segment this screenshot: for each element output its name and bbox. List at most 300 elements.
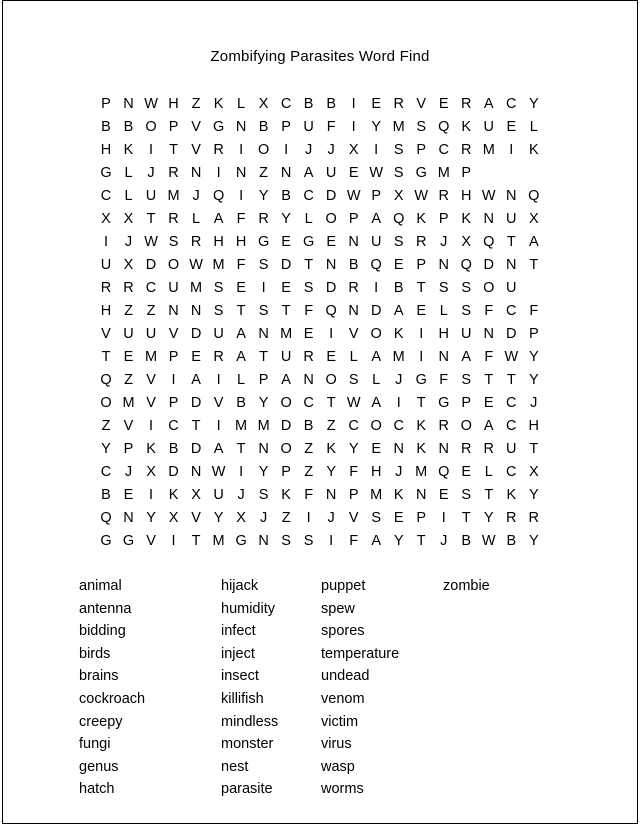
grid-letter: U (213, 487, 224, 503)
grid-letter: C (506, 303, 517, 319)
grid-row (99, 530, 541, 553)
grid-letter: T (506, 234, 516, 250)
grid-row (99, 507, 541, 530)
grid-letter (527, 277, 541, 300)
grid-letter: M (212, 257, 225, 273)
grid-letter: P (348, 487, 359, 503)
grid-letter: I (149, 418, 154, 434)
grid-row (99, 484, 541, 507)
grid-letter: Y (326, 464, 336, 480)
grid-letter: V (191, 119, 201, 135)
grid-letter: A (371, 349, 382, 365)
grid-letter: N (190, 464, 202, 480)
grid-letter: O (370, 326, 382, 342)
grid-letter: E (483, 395, 494, 411)
grid-letter: N (483, 326, 494, 342)
grid-letter: Y (528, 349, 539, 365)
grid-letter: Y (483, 510, 494, 526)
grid-letter: Q (393, 211, 405, 227)
grid-letter: H (235, 234, 247, 250)
grid-letter: L (237, 372, 246, 388)
grid-letter: M (482, 142, 495, 158)
grid-letter: I (351, 119, 356, 135)
grid-letter: F (304, 487, 314, 503)
grid-letter: O (280, 395, 292, 411)
grid-letter: T (169, 142, 178, 158)
grid-letter: P (281, 119, 291, 135)
grid-letter: Z (124, 372, 133, 388)
grid-letter: P (168, 119, 179, 135)
grid-letter: Z (101, 418, 111, 434)
grid-letter: R (461, 142, 472, 158)
grid-letter: W (481, 533, 496, 549)
grid-letter: Y (348, 441, 359, 457)
grid-letter: F (326, 119, 336, 135)
grid-letter: K (146, 441, 156, 457)
grid-letter: C (506, 418, 517, 434)
word-list-item: spew (321, 600, 355, 617)
grid-letter: P (168, 395, 179, 411)
grid-letter: U (280, 349, 292, 365)
grid-letter: T (416, 280, 426, 296)
grid-letter: B (506, 533, 517, 549)
grid-letter: G (415, 165, 427, 181)
grid-letter: P (416, 510, 427, 526)
grid-letter: T (101, 349, 111, 365)
grid-letter: N (483, 211, 494, 227)
grid-letter: V (191, 510, 201, 526)
grid-letter: T (529, 257, 539, 273)
grid-letter: A (461, 349, 472, 365)
grid-letter: O (145, 119, 157, 135)
grid-letter: P (258, 372, 269, 388)
grid-letter: I (261, 280, 266, 296)
grid-letter: J (305, 142, 313, 158)
grid-letter: R (303, 349, 314, 365)
grid-letter: E (123, 487, 134, 503)
grid-letter: R (461, 441, 472, 457)
grid-letter: R (415, 234, 427, 250)
grid-letter: M (212, 533, 225, 549)
grid-letter: W (144, 96, 158, 112)
grid-letter: F (529, 303, 539, 319)
grid-letter: I (284, 142, 289, 158)
grid-letter: U (145, 188, 157, 204)
grid-letter: J (124, 234, 133, 250)
grid-letter: B (393, 280, 404, 296)
grid-row (99, 415, 541, 438)
grid-letter: D (483, 257, 494, 273)
grid-letter: I (374, 280, 379, 296)
grid-letter: W (189, 257, 203, 273)
grid-letter: X (123, 257, 134, 273)
grid-letter: Y (528, 372, 539, 388)
grid-letter: E (326, 234, 336, 250)
grid-letter: T (281, 303, 291, 319)
word-list-item: spores (321, 623, 365, 640)
grid-letter: N (506, 188, 517, 204)
grid-letter: J (327, 510, 335, 526)
grid-letter: T (484, 487, 494, 503)
grid-letter: C (506, 96, 517, 112)
grid-letter: O (370, 418, 382, 434)
grid-letter: O (483, 280, 495, 296)
grid-letter: L (484, 464, 493, 480)
grid-letter: N (325, 487, 337, 503)
grid-letter: R (438, 418, 449, 434)
grid-letter: U (325, 165, 337, 181)
grid-letter: P (168, 349, 179, 365)
grid-letter: R (461, 96, 472, 112)
grid-letter: E (438, 96, 449, 112)
grid-letter: S (213, 303, 224, 319)
grid-letter: T (191, 418, 201, 434)
grid-letter: N (438, 441, 449, 457)
grid-letter: B (236, 395, 246, 411)
grid-letter: V (146, 533, 156, 549)
grid-letter: E (461, 464, 472, 480)
grid-letter: Y (528, 487, 539, 503)
grid-letter: Y (258, 395, 269, 411)
grid-letter: I (419, 326, 424, 342)
grid-letter: S (348, 372, 359, 388)
grid-letter: E (371, 441, 382, 457)
grid-letter: B (168, 441, 179, 457)
grid-letter: P (416, 257, 427, 273)
grid-letter: M (392, 119, 405, 135)
grid-letter: K (461, 119, 472, 135)
grid-letter: Q (528, 188, 540, 204)
word-list-item: wasp (321, 758, 355, 775)
grid-letter: E (281, 234, 291, 250)
grid-letter: C (303, 395, 314, 411)
grid-letter: L (237, 96, 246, 112)
grid-letter: U (483, 119, 494, 135)
grid-letter: B (123, 119, 134, 135)
grid-letter: V (348, 510, 359, 526)
grid-letter: R (213, 349, 224, 365)
grid-letter: I (329, 326, 334, 342)
grid-letter: V (146, 395, 156, 411)
grid-letter: V (168, 326, 179, 342)
grid-letter: A (213, 441, 224, 457)
grid-letter: K (393, 326, 404, 342)
grid-letter: A (483, 418, 494, 434)
grid-letter: U (506, 280, 517, 296)
grid-letter: N (258, 326, 269, 342)
grid-letter: Z (304, 441, 314, 457)
word-list-item: bidding (79, 623, 126, 640)
grid-letter: U (100, 257, 112, 273)
grid-letter: H (528, 418, 540, 434)
grid-letter: N (168, 303, 179, 319)
grid-letter: F (304, 303, 314, 319)
word-list-column (321, 575, 443, 801)
grid-letter: I (329, 533, 334, 549)
grid-letter: V (213, 395, 224, 411)
grid-letter: D (280, 257, 292, 273)
grid-letter: R (213, 142, 224, 158)
grid-letter: N (235, 119, 247, 135)
grid-letter: R (528, 510, 540, 526)
grid-letter: U (123, 326, 134, 342)
grid-letter: G (438, 395, 450, 411)
grid-letter: L (529, 119, 538, 135)
grid-letter: C (145, 280, 157, 296)
word-list-item: worms (321, 781, 364, 798)
grid-letter: R (123, 280, 134, 296)
grid-letter: D (190, 441, 202, 457)
grid-letter: N (303, 372, 314, 388)
grid-letter: X (146, 464, 156, 480)
grid-letter: P (123, 441, 134, 457)
grid-letter: H (213, 234, 224, 250)
grid-letter: I (351, 96, 356, 112)
grid-letter: F (439, 372, 449, 388)
grid-letter: D (370, 303, 382, 319)
grid-letter: M (415, 464, 428, 480)
grid-letter: S (303, 280, 314, 296)
grid-letter: A (213, 211, 224, 227)
grid-letter: A (528, 234, 539, 250)
grid-letter: P (528, 326, 539, 342)
grid-letter: N (393, 441, 404, 457)
grid-letter: Q (370, 257, 382, 273)
grid-letter: B (303, 418, 314, 434)
grid-letter: Q (325, 303, 337, 319)
grid-letter: N (258, 533, 269, 549)
grid-letter: P (461, 165, 472, 181)
grid-letter: F (484, 303, 494, 319)
grid-letter: E (348, 165, 359, 181)
grid-letter: J (192, 188, 200, 204)
grid-letter: Z (259, 165, 269, 181)
grid-letter: Z (326, 418, 336, 434)
grid-letter: Z (191, 96, 201, 112)
grid-letter: Y (528, 96, 539, 112)
grid-letter: K (168, 487, 179, 503)
grid-letter: P (438, 211, 449, 227)
grid-letter: F (484, 349, 494, 365)
grid-letter: T (484, 372, 494, 388)
grid-letter: B (326, 96, 336, 112)
grid-letter: P (416, 142, 427, 158)
grid-letter: Q (438, 119, 450, 135)
grid-letter: S (258, 303, 269, 319)
grid-letter: S (213, 280, 224, 296)
grid-letter: H (100, 303, 112, 319)
grid-letter: K (416, 441, 427, 457)
grid-letter: G (303, 234, 315, 250)
grid-letter: N (123, 96, 134, 112)
word-list-item: antenna (79, 600, 132, 617)
word-list-item: victim (321, 713, 359, 730)
grid-row (99, 277, 541, 300)
grid-letter: P (281, 464, 291, 480)
grid-letter: H (461, 188, 472, 204)
grid-letter: S (461, 487, 472, 503)
word-list-item: nest (221, 758, 249, 775)
grid-letter: Y (258, 188, 269, 204)
grid-letter: J (147, 165, 155, 181)
grid-letter: A (483, 96, 494, 112)
grid-letter: H (100, 142, 112, 158)
grid-letter: Y (371, 119, 382, 135)
grid-letter: O (257, 142, 270, 158)
grid-letter: L (124, 188, 133, 204)
grid-letter: G (415, 372, 427, 388)
grid-letter: X (461, 234, 472, 250)
grid-letter: F (349, 464, 359, 480)
grid-letter: W (481, 188, 496, 204)
grid-letter: I (239, 188, 244, 204)
grid-letter: A (303, 165, 314, 181)
grid-letter: N (415, 487, 427, 503)
grid-letter: X (123, 211, 134, 227)
grid-letter: U (370, 234, 382, 250)
grid-letter: K (506, 487, 517, 503)
grid-letter: V (416, 96, 427, 112)
grid-letter: J (440, 234, 448, 250)
grid-letter: T (461, 510, 471, 526)
grid-row (99, 93, 541, 116)
grid-letter: A (371, 395, 382, 411)
word-list-item: birds (79, 645, 111, 662)
grid-letter: S (438, 280, 449, 296)
grid-letter: J (259, 510, 268, 526)
grid-letter: W (346, 188, 361, 204)
grid-letter: J (395, 464, 403, 480)
grid-letter: M (144, 349, 158, 365)
grid-letter: M (122, 395, 135, 411)
grid-letter: P (101, 96, 111, 112)
grid-letter: S (393, 234, 404, 250)
grid-letter: N (235, 165, 247, 181)
grid-letter: U (303, 119, 314, 135)
grid-letter: D (280, 418, 292, 434)
grid-letter: C (168, 418, 179, 434)
grid-letter: J (440, 533, 448, 549)
grid-letter: K (461, 211, 472, 227)
grid-letter: D (325, 280, 337, 296)
word-list-item: killifish (221, 690, 264, 707)
grid-letter: L (349, 349, 358, 365)
grid-letter: I (441, 510, 446, 526)
grid-letter: W (144, 234, 158, 250)
word-list-column (79, 575, 221, 801)
grid-letter: S (461, 280, 472, 296)
grid-letter: E (438, 487, 449, 503)
grid-letter: A (281, 372, 291, 388)
grid-letter: S (393, 165, 404, 181)
word-list-item: humidity (221, 600, 275, 617)
grid-letter: G (212, 119, 225, 135)
grid-letter: T (191, 533, 201, 549)
grid-letter: B (258, 119, 269, 135)
grid-letter: M (280, 326, 293, 342)
grid-letter: F (236, 257, 246, 273)
grid-letter: B (461, 533, 472, 549)
grid-letter: P (371, 188, 382, 204)
grid-letter: X (236, 510, 246, 526)
grid-letter: M (370, 487, 383, 503)
grid-letter: I (149, 142, 154, 158)
word-list-item: undead (321, 668, 370, 685)
grid-letter: E (303, 326, 314, 342)
grid-letter: U (145, 326, 157, 342)
grid-letter: D (325, 188, 337, 204)
grid-letter: C (348, 418, 359, 434)
grid-letter: X (528, 211, 539, 227)
grid-letter: K (326, 441, 336, 457)
grid-letter: E (416, 303, 427, 319)
grid-row (99, 139, 541, 162)
grid-letter: T (259, 349, 269, 365)
grid-letter: J (395, 372, 403, 388)
grid-letter: E (191, 349, 201, 365)
grid-letter: S (393, 142, 404, 158)
grid-letter: H (370, 464, 382, 480)
grid-letter: P (461, 395, 472, 411)
grid-letter: V (348, 326, 359, 342)
grid-letter: J (327, 142, 335, 158)
grid-letter: O (460, 418, 472, 434)
grid-letter: N (438, 257, 449, 273)
grid-letter: M (235, 418, 248, 434)
grid-letter: Z (304, 464, 314, 480)
word-list-item: fungi (79, 736, 111, 753)
grid-letter: S (461, 303, 472, 319)
grid-letter: X (191, 487, 201, 503)
grid-letter: E (236, 280, 246, 296)
grid-letter: R (393, 96, 404, 112)
grid-letter: S (416, 119, 427, 135)
grid-letter: T (416, 395, 426, 411)
word-list-item: puppet (321, 578, 366, 594)
grid-letter: I (396, 395, 401, 411)
grid-letter: G (100, 533, 112, 549)
grid-letter: N (348, 234, 359, 250)
word-list-item: zombie (443, 578, 490, 594)
grid-letter: G (122, 533, 135, 549)
grid-letter: R (483, 441, 494, 457)
grid-letter: Q (460, 257, 472, 273)
grid-letter: M (190, 280, 203, 296)
grid-row (99, 461, 541, 484)
grid-letter: N (280, 165, 292, 181)
grid-letter: C (100, 464, 112, 480)
grid-letter: B (101, 119, 111, 135)
grid-letter: I (509, 142, 514, 158)
grid-row (99, 162, 541, 185)
grid-letter (504, 162, 518, 185)
word-list-item: creepy (79, 713, 123, 730)
grid-letter: T (236, 303, 246, 319)
letter-grid (3, 93, 637, 553)
grid-letter: N (506, 257, 517, 273)
grid-letter: R (506, 510, 517, 526)
grid-letter: V (123, 418, 134, 434)
grid-letter: I (419, 349, 424, 365)
grid-row (99, 185, 541, 208)
grid-letter: G (100, 165, 112, 181)
grid-letter: X (168, 510, 179, 526)
grid-letter: E (393, 257, 404, 273)
grid-letter: Y (393, 533, 404, 549)
grid-letter: U (213, 326, 224, 342)
grid-letter: E (281, 280, 291, 296)
grid-letter: D (145, 257, 157, 273)
